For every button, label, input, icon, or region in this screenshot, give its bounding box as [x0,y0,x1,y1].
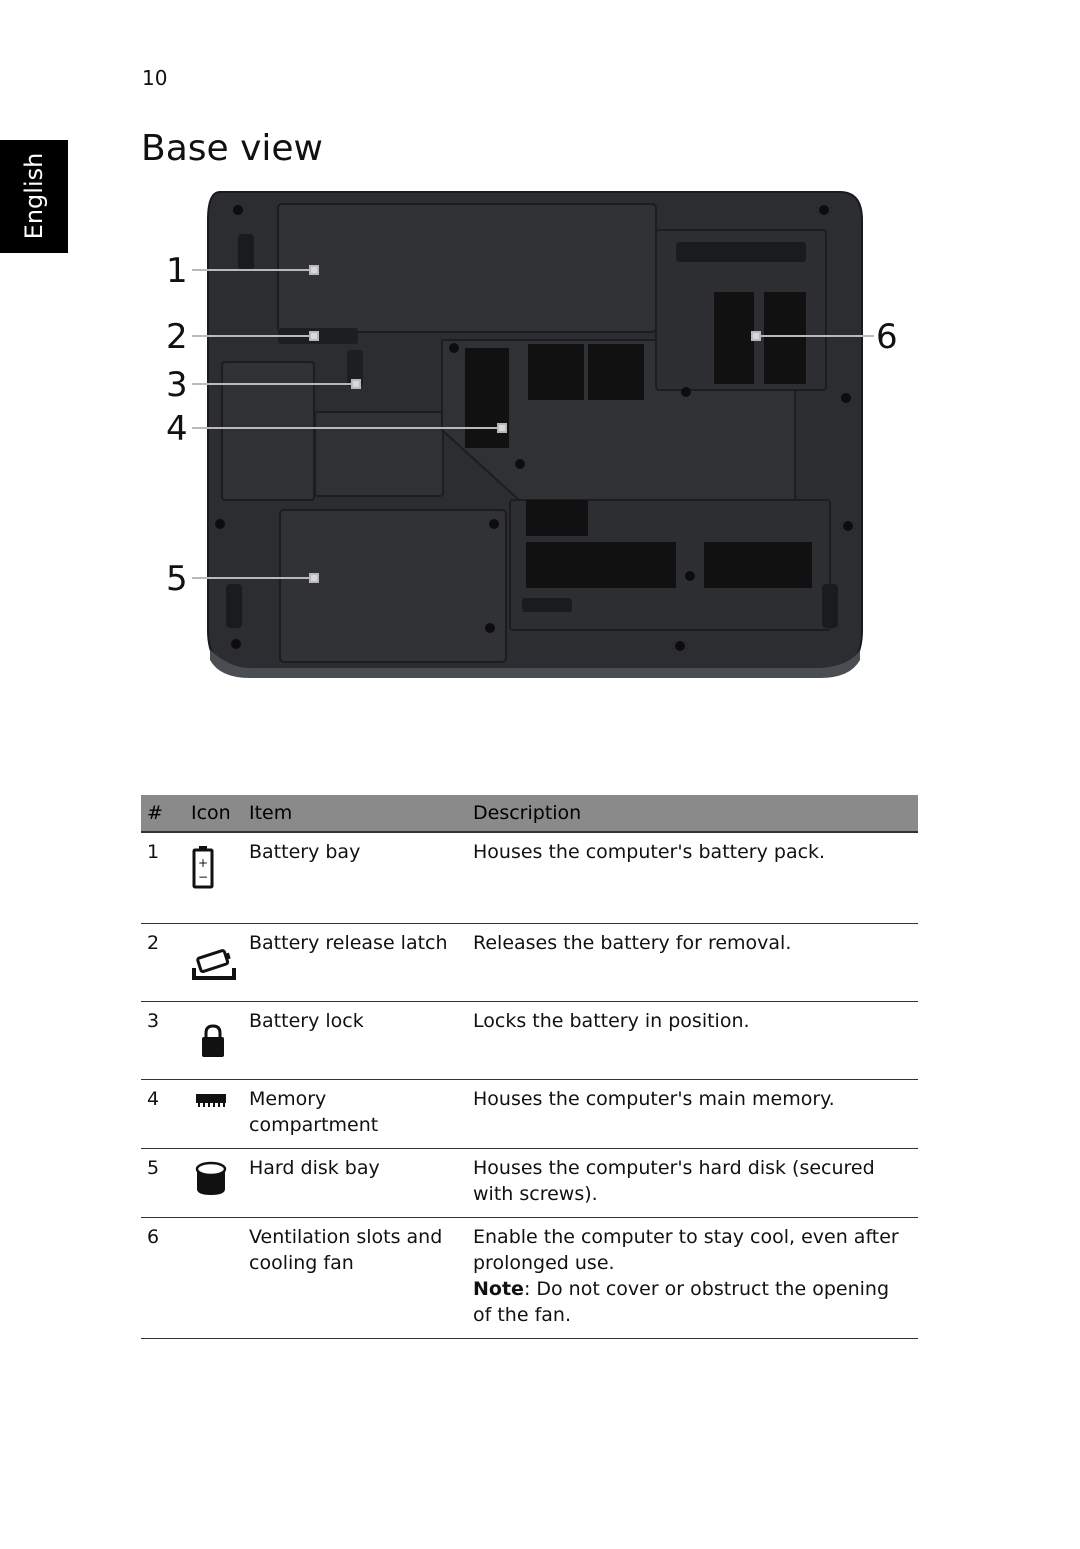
row-number: 1 [141,832,185,923]
callout-2: 2 [166,317,188,357]
header-number: # [141,795,185,832]
callout-1: 1 [166,251,188,291]
row-item: Memory compartment [243,1079,467,1148]
row-number: 4 [141,1079,185,1148]
table-row [141,1148,918,1217]
row-item: Battery bay [243,832,467,923]
laptop-base-illustration [150,180,910,700]
header-icon: Icon [185,795,243,832]
row-item: Battery release latch [243,923,467,1001]
battery-icon [191,845,215,889]
row-number: 6 [141,1217,185,1338]
battery-release-icon [191,948,237,982]
language-tab-label: English [20,152,48,240]
header-description: Description [467,795,918,832]
row-icon [185,1079,243,1148]
table-row [141,1079,918,1148]
row-number: 5 [141,1148,185,1217]
hard-disk-icon [195,1161,227,1197]
note-label: Note [473,1277,524,1300]
memory-icon [195,1092,227,1108]
row-number: 2 [141,923,185,1001]
row-number: 3 [141,1001,185,1079]
lock-icon [199,1024,227,1058]
row-icon [185,832,243,923]
header-item: Item [243,795,467,832]
base-view-table [141,795,918,1339]
row-description: Houses the computer's battery pack. [467,832,918,923]
table-header-row [141,795,918,832]
callout-5: 5 [166,559,188,599]
row-description: Releases the battery for removal. [467,923,918,1001]
callout-6: 6 [876,317,898,357]
row-icon [185,923,243,1001]
row-item: Battery lock [243,1001,467,1079]
row-icon [185,1001,243,1079]
row-description: Houses the computer's main memory. [467,1079,918,1148]
note-text: : Do not cover or obstruct the opening of the fan. [473,1277,890,1326]
table-row [141,1001,918,1079]
row-item: Hard disk bay [243,1148,467,1217]
laptop-base-figure [150,180,910,700]
row-description: Locks the battery in position. [467,1001,918,1079]
table-row [141,923,918,1001]
language-tab [0,140,68,253]
row-item: Ventilation slots and cooling fan [243,1217,467,1338]
table-row [141,832,918,923]
row-icon [185,1148,243,1217]
row-description: Enable the computer to stay cool, even after prolonged use. [473,1225,899,1274]
page-number: 10 [142,66,168,90]
table-row [141,1217,918,1338]
callout-4: 4 [166,409,188,449]
row-description: Houses the computer's hard disk (secured with screws). [467,1148,918,1217]
svg-text:−: − [197,870,209,884]
callout-3: 3 [166,365,188,405]
svg-text:+: + [197,856,209,870]
row-description-cell [467,1217,918,1338]
row-icon [185,1217,243,1338]
page-title: Base view [141,128,324,169]
